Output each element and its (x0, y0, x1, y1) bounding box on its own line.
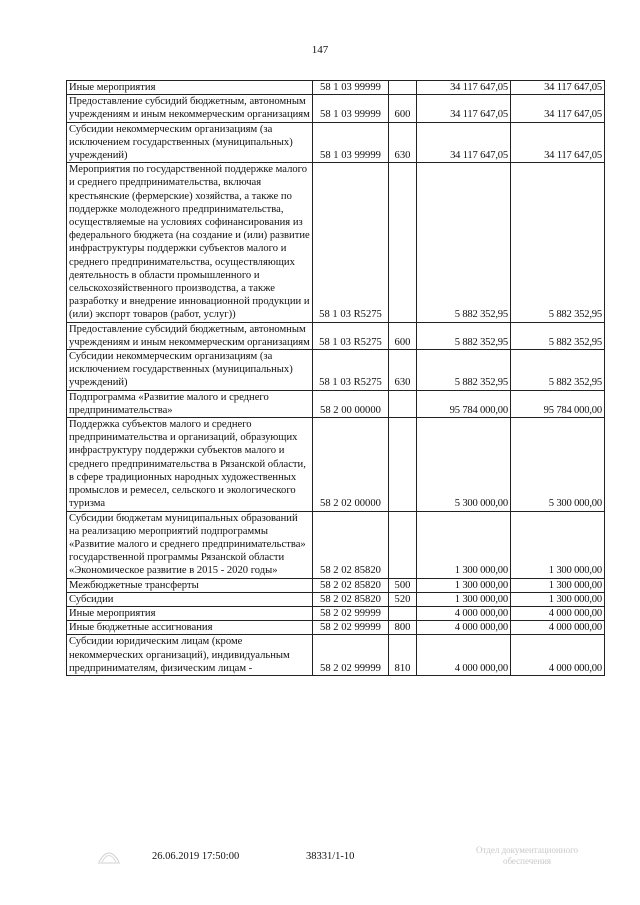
table-row (67, 578, 605, 592)
table-row (67, 635, 605, 676)
row-amount-1: 1 300 000,00 (417, 592, 511, 606)
row-amount-1: 95 784 000,00 (417, 390, 511, 417)
row-amount-1: 34 117 647,05 (417, 95, 511, 122)
row-code: 58 2 02 85820 (313, 578, 389, 592)
row-name: Субсидии некоммерческим организациям (за исключением государственных (муниципальных) учреждений) (67, 122, 313, 163)
row-name: Иные бюджетные ассигнования (67, 621, 313, 635)
row-expense-type (389, 163, 417, 322)
budget-table-body (67, 81, 605, 676)
footer-doc-number: 38331/1-10 (306, 851, 355, 862)
row-name: Субсидии (67, 592, 313, 606)
row-code: 58 1 03 99999 (313, 95, 389, 122)
row-amount-1: 5 882 352,95 (417, 322, 511, 349)
row-name: Поддержка субъектов малого и среднего предпринимательства и организаций, образующих инфраструктуру поддержки субъектов малого и среднего предпринимательства в Рязанской области, в сфере традиционных народных художественных промыслов и ремесел, сельского и экологического туризма (67, 418, 313, 511)
budget-table (66, 80, 605, 676)
row-amount-2: 34 117 647,05 (511, 95, 605, 122)
row-expense-type (389, 511, 417, 578)
row-expense-type (389, 390, 417, 417)
footer (0, 845, 640, 871)
row-amount-1: 4 000 000,00 (417, 635, 511, 676)
row-amount-2: 1 300 000,00 (511, 578, 605, 592)
row-code: 58 2 02 99999 (313, 635, 389, 676)
row-amount-2: 1 300 000,00 (511, 511, 605, 578)
table-row (67, 122, 605, 163)
table-row (67, 606, 605, 620)
footer-stamp: Отдел документационного обеспечения (475, 845, 579, 866)
row-amount-2: 4 000 000,00 (511, 635, 605, 676)
row-amount-1: 5 882 352,95 (417, 163, 511, 322)
row-code: 58 1 03 99999 (313, 122, 389, 163)
row-amount-2: 5 882 352,95 (511, 350, 605, 391)
row-expense-type (389, 606, 417, 620)
row-name: Предоставление субсидий бюджетным, автономным учреждениям и иным некоммерческим организациям (67, 95, 313, 122)
row-code: 58 1 03 R5275 (313, 350, 389, 391)
row-amount-1: 1 300 000,00 (417, 511, 511, 578)
row-code: 58 2 00 00000 (313, 390, 389, 417)
row-code: 58 2 02 99999 (313, 621, 389, 635)
row-amount-1: 1 300 000,00 (417, 578, 511, 592)
row-name: Субсидии юридическим лицам (кроме некоммерческих организаций), индивидуальным предпринимателям, физическим лицам - (67, 635, 313, 676)
row-amount-2: 34 117 647,05 (511, 122, 605, 163)
table-row (67, 390, 605, 417)
row-code: 58 2 02 85820 (313, 592, 389, 606)
table-row (67, 418, 605, 511)
row-expense-type: 600 (389, 322, 417, 349)
row-amount-1: 34 117 647,05 (417, 81, 511, 95)
row-expense-type: 630 (389, 122, 417, 163)
page-number: 147 (311, 44, 329, 56)
row-amount-2: 1 300 000,00 (511, 592, 605, 606)
row-name: Иные мероприятия (67, 606, 313, 620)
row-name: Мероприятия по государственной поддержке малого и среднего предпринимательства, включая крестьянские (фермерские) хозяйства, а также по поддержке молодежного предпринимательства, осуществляемые на условиях софинансирования из федерального бюджета (на создание и (или) развитие инфраструктуры поддержки субъектов малого и среднего предпринимательства, осуществляющих деятельность в области промышленного и сельскохозяйственного производства, а также разработку и внедрение инновационной продукции и (или) экспорт товаров (работ, услуг)) (67, 163, 313, 322)
row-expense-type: 810 (389, 635, 417, 676)
row-expense-type: 520 (389, 592, 417, 606)
row-name: Предоставление субсидий бюджетным, автономным учреждениям и иным некоммерческим организациям (67, 322, 313, 349)
table-row (67, 621, 605, 635)
row-name: Субсидии бюджетам муниципальных образований на реализацию мероприятий подпрограммы «Развитие малого и среднего предпринимательства» государственной программы Рязанской области «Экономическое развитие в 2015 - 2020 годы» (67, 511, 313, 578)
row-amount-1: 4 000 000,00 (417, 606, 511, 620)
row-code: 58 1 03 R5275 (313, 163, 389, 322)
table-row (67, 322, 605, 349)
row-code: 58 2 02 85820 (313, 511, 389, 578)
row-amount-2: 5 882 352,95 (511, 163, 605, 322)
footer-timestamp: 26.06.2019 17:50:00 (152, 851, 240, 862)
table-row (67, 511, 605, 578)
row-code: 58 2 02 00000 (313, 418, 389, 511)
row-expense-type: 630 (389, 350, 417, 391)
row-expense-type (389, 418, 417, 511)
row-code: 58 1 03 99999 (313, 81, 389, 95)
row-amount-1: 5 882 352,95 (417, 350, 511, 391)
row-expense-type: 800 (389, 621, 417, 635)
row-name: Субсидии некоммерческим организациям (за исключением государственных (муниципальных) учреждений) (67, 350, 313, 391)
row-expense-type: 600 (389, 95, 417, 122)
row-amount-1: 4 000 000,00 (417, 621, 511, 635)
row-amount-2: 4 000 000,00 (511, 606, 605, 620)
table-row (67, 95, 605, 122)
row-name: Подпрограмма «Развитие малого и среднего предпринимательства» (67, 390, 313, 417)
row-amount-2: 5 882 352,95 (511, 322, 605, 349)
row-amount-2: 5 300 000,00 (511, 418, 605, 511)
row-name: Межбюджетные трансферты (67, 578, 313, 592)
row-amount-2: 4 000 000,00 (511, 621, 605, 635)
row-code: 58 1 03 R5275 (313, 322, 389, 349)
row-name: Иные мероприятия (67, 81, 313, 95)
table-row (67, 350, 605, 391)
row-expense-type: 500 (389, 578, 417, 592)
row-amount-2: 95 784 000,00 (511, 390, 605, 417)
table-row (67, 81, 605, 95)
row-expense-type (389, 81, 417, 95)
table-row (67, 163, 605, 322)
row-code: 58 2 02 99999 (313, 606, 389, 620)
table-row (67, 592, 605, 606)
row-amount-2: 34 117 647,05 (511, 81, 605, 95)
row-amount-1: 34 117 647,05 (417, 122, 511, 163)
row-amount-1: 5 300 000,00 (417, 418, 511, 511)
